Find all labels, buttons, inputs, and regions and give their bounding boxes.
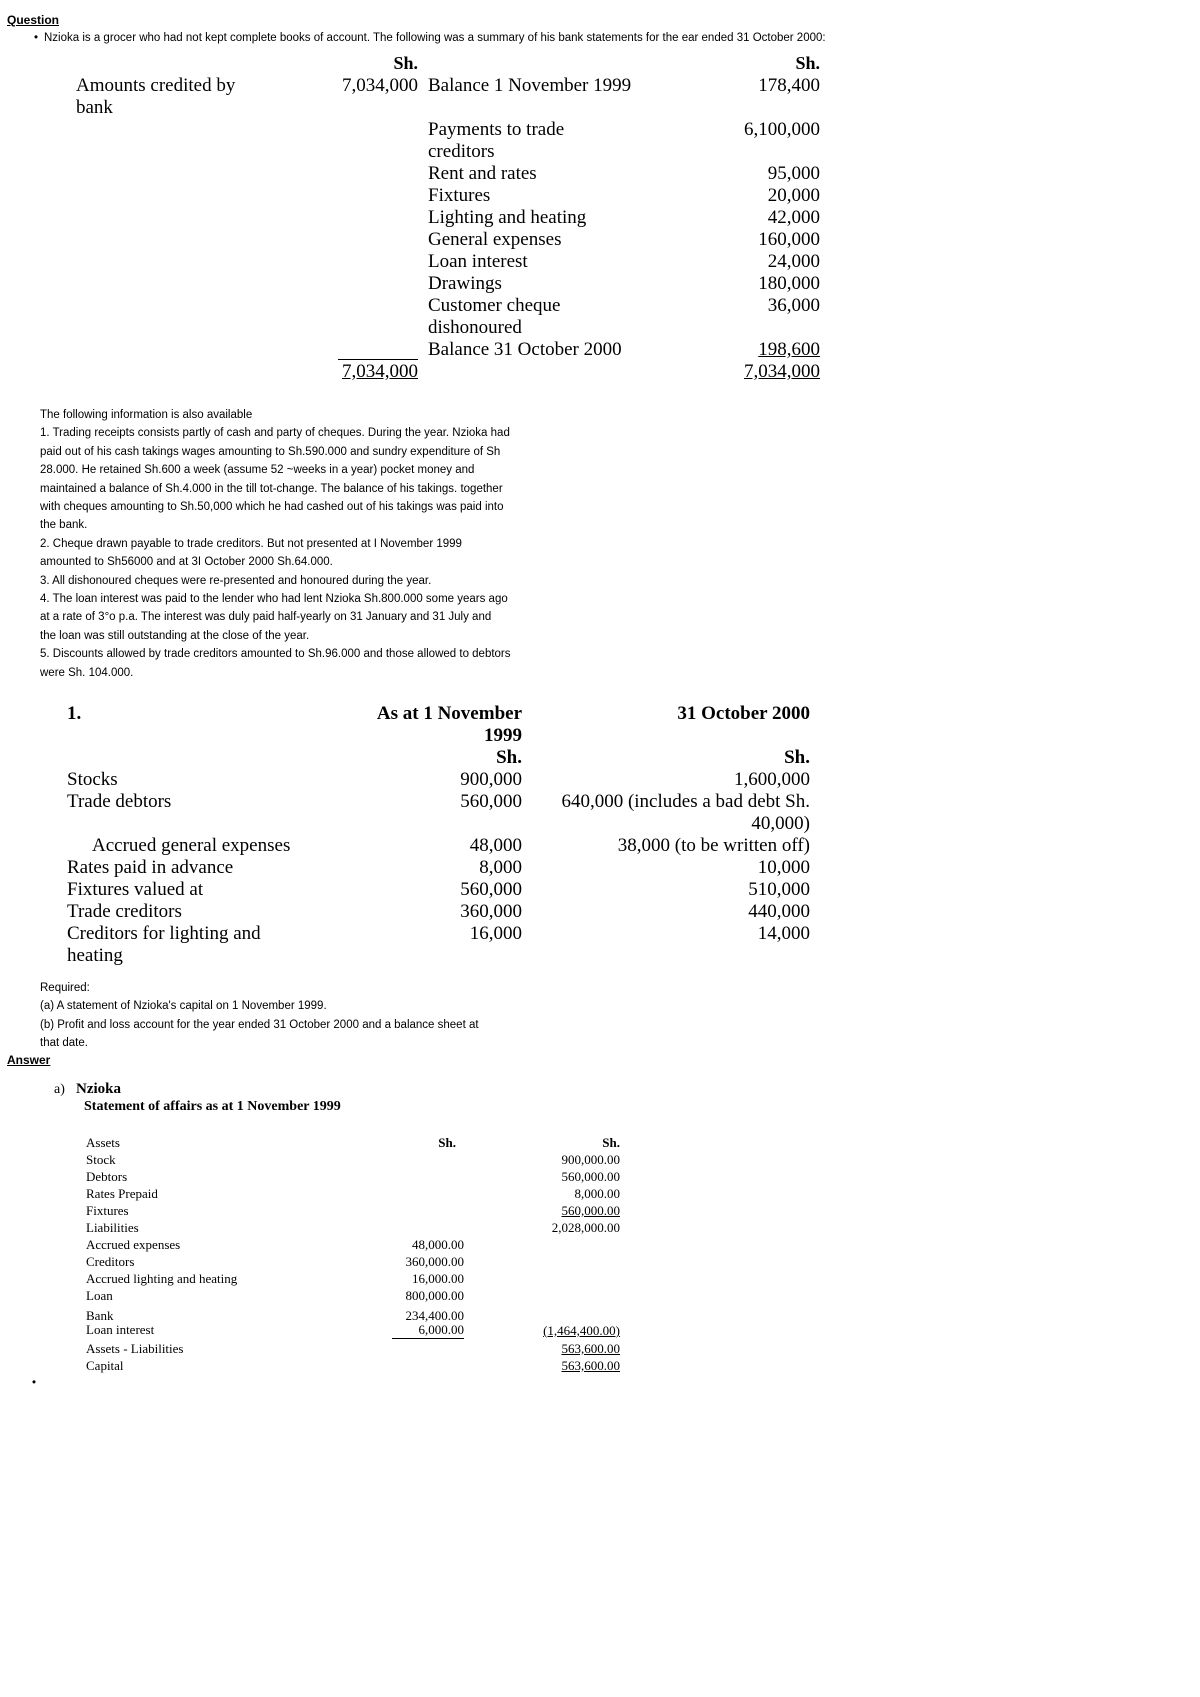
payment-amount: 95,000 bbox=[767, 163, 820, 184]
row-value-2000: 10,000 bbox=[757, 857, 810, 878]
row-label: Fixtures valued at bbox=[67, 879, 204, 900]
info-line: with cheques amounting to Sh.50,000 which he had cashed out of his takings was paid into bbox=[40, 501, 504, 514]
row-value-1999: 560,000 bbox=[460, 879, 522, 900]
asset-label: Stock bbox=[86, 1152, 116, 1167]
info-line: paid out of his cash takings wages amounting to Sh.590.000 and sundry expenditure of Sh bbox=[40, 445, 501, 458]
required-section bbox=[40, 979, 600, 1053]
liability-amount: 16,000.00 bbox=[412, 1271, 464, 1286]
payment-label: Drawings bbox=[428, 273, 502, 294]
row-label: Rates paid in advance bbox=[67, 857, 234, 878]
answer-name: Nzioka bbox=[76, 1081, 121, 1097]
col1-sh: Sh. bbox=[496, 747, 522, 768]
required-a: (a) A statement of Nzioka's capital on 1 November 1999. bbox=[40, 1000, 327, 1013]
liabilities-rule bbox=[392, 1338, 464, 1339]
liability-amount: 234,400.00 bbox=[405, 1308, 464, 1323]
payment-amount: 36,000 bbox=[767, 295, 820, 316]
payment-label: Customer cheque dishonoured bbox=[428, 295, 561, 338]
required-label: Required: bbox=[40, 982, 90, 994]
payment-label: Rent and rates bbox=[428, 163, 537, 184]
payment-label: Fixtures bbox=[428, 185, 491, 206]
payment-label: Payments to trade creditors bbox=[428, 119, 565, 162]
payment-amount: 6,100,000 bbox=[744, 119, 820, 140]
row-value-2000: 38,000 (to be written off) bbox=[617, 835, 810, 856]
row-label: Accrued general expenses bbox=[92, 835, 291, 856]
asset-amount: 560,000.00 bbox=[561, 1169, 620, 1184]
asset-amount: 8,000.00 bbox=[574, 1186, 620, 1201]
credited-amount: 7,034,000 bbox=[342, 75, 418, 96]
info-line: 2. Cheque drawn payable to trade creditors. But not presented at I November 1999 bbox=[40, 537, 462, 550]
opening-balance-label: Balance 1 November 1999 bbox=[428, 75, 632, 96]
question-heading: Question bbox=[7, 13, 60, 27]
closing-balance-amount: 198,600 bbox=[758, 339, 820, 360]
balances-number: 1. bbox=[67, 703, 82, 724]
col1-heading-line1: As at 1 November bbox=[376, 703, 522, 724]
info-line: 3. All dishonoured cheques were re-presented and honoured during the year. bbox=[40, 574, 432, 587]
answer-sh2: Sh. bbox=[602, 1135, 620, 1150]
liability-label: Accrued lighting and heating bbox=[86, 1271, 238, 1286]
row-value-1999: 16,000 bbox=[469, 923, 522, 944]
info-line: maintained a balance of Sh.4.000 in the till tot-change. The balance of his takings. together bbox=[40, 482, 503, 495]
info-line: 1. Trading receipts consists partly of cash and party of cheques. During the year. Nzioka had bbox=[40, 427, 510, 440]
answer-sh1: Sh. bbox=[438, 1135, 456, 1150]
asset-label: Fixtures bbox=[86, 1203, 129, 1218]
bank-sh-right: Sh. bbox=[795, 53, 820, 73]
row-value-2000: 14,000 bbox=[757, 923, 810, 944]
required-b: (b) Profit and loss account for the year ended 31 October 2000 and a balance sheet at bbox=[40, 1018, 479, 1031]
asset-amount: 900,000.00 bbox=[561, 1152, 620, 1167]
answer-heading: Answer bbox=[7, 1053, 51, 1067]
net-amount: 563,600.00 bbox=[561, 1341, 620, 1356]
row-value-2000: 510,000 bbox=[748, 879, 810, 900]
liability-amount: 48,000.00 bbox=[412, 1237, 464, 1252]
row-value-2000: 640,000 (includes a bad debt Sh. bbox=[561, 791, 810, 812]
row-value-1999: 560,000 bbox=[460, 791, 522, 812]
liability-amount: 6,000.00 bbox=[418, 1322, 464, 1337]
liability-label: Loan interest bbox=[86, 1322, 155, 1337]
row-value-1999: 8,000 bbox=[479, 857, 522, 878]
closing-balance-label: Balance 31 October 2000 bbox=[428, 339, 622, 360]
info-line: were Sh. 104.000. bbox=[40, 666, 134, 679]
row-value-2000-cont: 40,000) bbox=[751, 813, 810, 834]
liability-label: Loan bbox=[86, 1288, 113, 1303]
assets-label: Assets bbox=[86, 1135, 120, 1150]
net-label: Assets - Liabilities bbox=[86, 1341, 184, 1356]
asset-label: Debtors bbox=[86, 1169, 128, 1184]
col2-heading: 31 October 2000 bbox=[677, 703, 810, 724]
intro-bullet: • bbox=[34, 32, 39, 44]
liability-label: Accrued expenses bbox=[86, 1237, 181, 1252]
row-label: Stocks bbox=[67, 769, 118, 790]
info-line: amounted to Sh56000 and at 3I October 2000 Sh.64.000. bbox=[40, 556, 333, 569]
row-value-2000: 1,600,000 bbox=[734, 769, 810, 790]
capital-label: Capital bbox=[86, 1358, 124, 1373]
answer-prefix: a) bbox=[54, 1082, 65, 1097]
payment-amount: 160,000 bbox=[758, 229, 820, 250]
info-line: 5. Discounts allowed by trade creditors amounted to Sh.96.000 and those allowed to debtors bbox=[40, 648, 511, 661]
total-left: 7,034,000 bbox=[342, 361, 418, 382]
credited-label: Amounts credited by bank bbox=[76, 75, 236, 118]
payment-amount: 20,000 bbox=[767, 185, 820, 206]
info-line: 28.000. He retained Sh.600 a week (assume 52 ~weeks in a year) pocket money and bbox=[40, 464, 475, 477]
row-label: Trade creditors bbox=[67, 901, 182, 922]
payment-amount: 180,000 bbox=[758, 273, 820, 294]
total-right: 7,034,000 bbox=[744, 361, 820, 382]
bank-sh-left: Sh. bbox=[393, 53, 418, 73]
additional-info bbox=[40, 406, 560, 682]
info-line: 4. The loan interest was paid to the lender who had lent Nzioka Sh.800.000 some years ago bbox=[40, 593, 508, 606]
row-label: Trade debtors bbox=[67, 791, 172, 812]
info-line: at a rate of 3°o p.a. The interest was duly paid half-yearly on 31 January and 31 July and bbox=[40, 611, 492, 624]
payment-label: General expenses bbox=[428, 229, 562, 250]
liability-amount: 800,000.00 bbox=[405, 1288, 464, 1303]
row-value-2000: 440,000 bbox=[748, 901, 810, 922]
asset-amount: 560,000.00 bbox=[561, 1203, 620, 1218]
info-line: the loan was still outstanding at the close of the year. bbox=[40, 629, 310, 642]
liability-label: Creditors bbox=[86, 1254, 135, 1269]
row-value-1999: 48,000 bbox=[469, 835, 522, 856]
col1-heading-line2: 1999 bbox=[484, 725, 522, 746]
trailing-bullet: • bbox=[32, 1377, 37, 1389]
capital-amount: 563,600.00 bbox=[561, 1358, 620, 1373]
intro-text: Nzioka is a grocer who had not kept complete books of account. The following was a summary of his bank statements for the ear ended 31 October 2000: bbox=[44, 32, 826, 44]
answer-title: Statement of affairs as at 1 November 1999 bbox=[84, 1099, 341, 1114]
liabilities-label: Liabilities bbox=[86, 1220, 139, 1235]
total-rule bbox=[338, 359, 418, 360]
info-line: the bank. bbox=[40, 519, 88, 532]
liabilities-total: (1,464,400.00) bbox=[543, 1323, 620, 1338]
payment-label: Loan interest bbox=[428, 251, 528, 272]
liability-amount: 360,000.00 bbox=[405, 1254, 464, 1269]
payment-label: Lighting and heating bbox=[428, 207, 587, 228]
row-value-1999: 900,000 bbox=[460, 769, 522, 790]
payment-amount: 24,000 bbox=[767, 251, 820, 272]
row-value-1999: 360,000 bbox=[460, 901, 522, 922]
required-b-cont: that date. bbox=[40, 1037, 88, 1050]
col2-sh: Sh. bbox=[784, 747, 810, 768]
assets-total: 2,028,000.00 bbox=[551, 1220, 620, 1235]
info-intro: The following information is also available bbox=[40, 409, 253, 421]
payment-amount: 42,000 bbox=[767, 207, 820, 228]
row-label: Creditors for lighting and bbox=[67, 923, 261, 944]
liability-label: Bank bbox=[86, 1308, 114, 1323]
row-label-cont: heating bbox=[67, 945, 123, 966]
asset-label: Rates Prepaid bbox=[86, 1186, 158, 1201]
opening-balance-amount: 178,400 bbox=[758, 75, 820, 96]
